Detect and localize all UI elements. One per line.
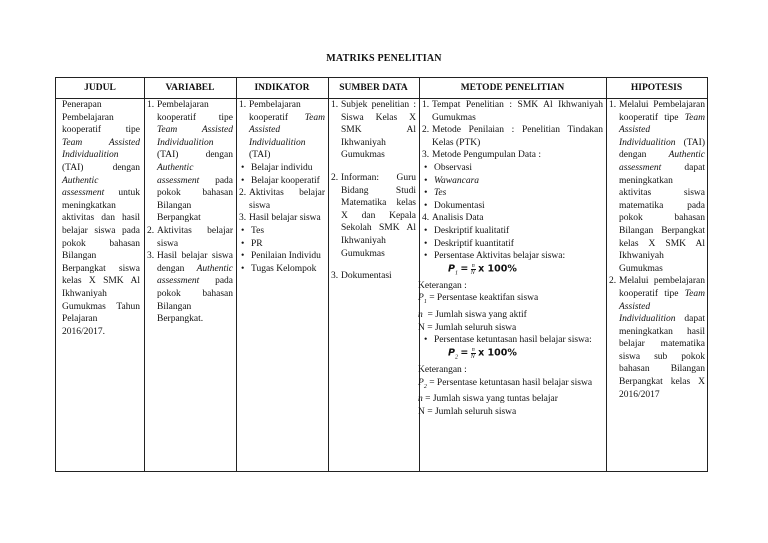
bullet-icon: • <box>424 225 428 236</box>
cell-judul <box>62 99 140 338</box>
bullet-item <box>422 250 603 263</box>
bullet-icon: • <box>241 238 245 249</box>
judul-text: untuk meningkatkan aktivitas dan hasil belajar siswa pada pokok bahasan Bilangan Berpangkat siswa kelas X SMK Al Ikhwaniyah Gumukmas Tahun Pelajaran 2016/2017. <box>62 188 140 337</box>
keterangan-text: = Jumlah siswa yang tuntas belajar <box>425 394 558 404</box>
item-number: 1. <box>422 100 430 110</box>
bullet-item <box>422 238 603 251</box>
keterangan-line <box>418 377 603 393</box>
cell-metode-penelitian <box>418 99 603 418</box>
item-text: pada pokok bahasan Bilangan Berpangkat <box>157 175 233 224</box>
item-text: Belajar individu <box>251 162 313 173</box>
bullet-item <box>239 238 325 251</box>
bullet-icon: • <box>424 251 428 262</box>
item-number: 3. <box>422 150 430 161</box>
cell-indikator <box>239 99 325 275</box>
keterangan-label: Keterangan : <box>418 364 467 375</box>
formula-fraction <box>471 263 476 276</box>
list-item <box>239 212 325 225</box>
header-judul: JUDUL <box>84 83 116 93</box>
item-text: Persentase Aktivitas belajar siswa: <box>434 251 566 262</box>
column-divider <box>144 78 145 471</box>
item-text: Analisis Data <box>432 213 484 224</box>
item-text: Hasil belajar siswa dengan <box>157 251 233 274</box>
keterangan-text: = Persentase ketuntasan hasil belajar siswa <box>429 377 593 388</box>
bullet-icon: • <box>241 175 245 186</box>
fraction-denominator: N <box>470 269 475 276</box>
item-number: 2. <box>331 172 339 183</box>
keterangan-text: = Jumlah seluruh siswa <box>427 406 517 417</box>
item-text: Team Assisted Individualition <box>619 112 705 148</box>
bullet-item <box>239 263 325 276</box>
bullet-item <box>422 175 603 188</box>
item-number: 2. <box>422 125 430 136</box>
list-item <box>609 99 705 275</box>
formula-rhs: x 100% <box>478 263 517 275</box>
judul-assessment: Authentic assessment <box>62 175 105 199</box>
column-divider <box>606 78 607 471</box>
fraction-numerator: n <box>471 262 475 269</box>
list-item <box>422 124 603 149</box>
formula-rhs: x 100% <box>478 347 517 359</box>
item-text: Pembelajaran kooperatif tipe <box>157 100 233 123</box>
item-number: 3. <box>239 213 247 224</box>
bullet-item <box>422 334 603 347</box>
item-text: Authentic assessment <box>157 263 233 287</box>
item-text: Tes <box>251 225 265 236</box>
fraction-numerator: n <box>471 346 475 353</box>
list-item <box>147 250 233 326</box>
item-text: Team Assisted Individualition <box>619 288 705 325</box>
header-indikator: INDIKATOR <box>254 83 310 93</box>
item-text: Deskriptif kualitatif <box>434 225 510 236</box>
item-text: Deskriptif kuantitatif <box>434 238 514 249</box>
item-number: 4. <box>422 213 430 224</box>
formula-activity <box>422 263 603 280</box>
keterangan-symbol: N <box>418 406 425 417</box>
list-item <box>239 187 325 212</box>
item-text: Informan: Guru Bidang Studi Matematika kelas X dan Kepala Sekolah SMK Al Ikhwaniyah Gumukmas <box>341 172 416 259</box>
cell-variabel <box>147 99 233 326</box>
keterangan-symbol: N <box>418 322 425 333</box>
list-item <box>422 212 603 225</box>
bullet-item <box>422 162 603 175</box>
item-text: (TAI) dengan <box>619 137 705 161</box>
keterangan-symbol: n <box>418 394 423 404</box>
formula-fraction <box>471 347 476 360</box>
item-text: Dokumentasi <box>434 200 485 211</box>
cell-sumber-data <box>331 99 416 283</box>
column-divider <box>328 78 329 471</box>
item-text: Melalui pembelajaran kooperatif tipe <box>619 276 705 299</box>
list-item <box>147 225 233 250</box>
keterangan-line <box>418 322 603 335</box>
item-number: 1. <box>609 100 617 110</box>
formula-symbol: P <box>448 347 455 359</box>
bullet-icon: • <box>424 188 428 199</box>
list-item <box>147 99 233 225</box>
keterangan-symbol: P <box>418 293 424 304</box>
item-text: PR <box>251 238 263 249</box>
bullet-item <box>422 225 603 238</box>
item-number: 1. <box>239 100 247 110</box>
list-item <box>331 99 416 162</box>
keterangan-symbol: P <box>418 377 424 388</box>
keterangan-symbol: n <box>418 309 423 320</box>
item-text: Persentase ketuntasan hasil belajar siswa: <box>434 335 592 346</box>
research-matrix-table <box>55 77 708 472</box>
item-text: (TAI) <box>249 150 271 161</box>
item-text: pada pokok bahasan Bilangan Berpangkat. <box>157 276 233 325</box>
formula-equals: = <box>460 263 469 275</box>
item-text: Tes <box>434 188 447 199</box>
item-number: 3. <box>331 271 339 282</box>
cell-hipotesis <box>609 99 705 401</box>
item-number: 2. <box>609 276 617 287</box>
item-text: Authentic assessment <box>157 162 200 186</box>
bullet-icon: • <box>241 225 245 236</box>
formula-subscript: 1 <box>454 270 458 277</box>
bullet-item <box>422 200 603 213</box>
list-item <box>422 99 603 124</box>
keterangan-line <box>418 309 603 322</box>
bullet-item <box>239 162 325 175</box>
item-number: 1. <box>331 100 339 110</box>
keterangan-label: Keterangan : <box>418 280 467 291</box>
formula-subscript: 2 <box>454 354 458 361</box>
header-sumber-data: SUMBER DATA <box>339 83 408 93</box>
item-text: Aktivitas belajar siswa <box>157 225 233 249</box>
keterangan-text: = Persentase keaktifan siswa <box>429 293 539 304</box>
bullet-item <box>239 250 325 263</box>
item-number: 1. <box>147 100 155 110</box>
list-item <box>331 172 416 260</box>
bullet-icon: • <box>241 162 245 173</box>
item-text: Subjek penelitian : Siswa Kelas X SMK Al Ikhwaniyah Gumukmas <box>341 100 416 161</box>
item-text: Team Assisted Individualition <box>249 112 325 148</box>
keterangan-line <box>418 393 603 406</box>
bullet-item <box>239 175 325 188</box>
item-text: Metode Pengumpulan Data : <box>432 150 541 161</box>
header-variabel: VARIABEL <box>165 83 215 93</box>
bullet-icon: • <box>424 335 428 346</box>
item-text: Pembelajaran kooperatif <box>249 100 301 123</box>
item-number: 2. <box>239 188 247 199</box>
keterangan-subscript: 1 <box>423 299 427 306</box>
item-text: Dokumentasi <box>341 271 392 282</box>
list-item <box>331 270 416 283</box>
item-text: dapat meningkatkan hasil belajar matematika siswa sub pokok bahasan Bilangan Berpangkat kelas X 2016/2017 <box>619 314 705 400</box>
list-item <box>239 99 325 162</box>
bullet-icon: • <box>424 200 428 211</box>
bullet-icon: • <box>241 263 245 274</box>
item-number: 2. <box>147 225 155 236</box>
bullet-item <box>239 225 325 238</box>
judul-text: (TAI) dengan <box>62 162 140 173</box>
item-text: Penilaian Individu <box>251 251 321 262</box>
keterangan-subscript: 2 <box>423 383 427 390</box>
item-text: dapat meningkatkan aktivitas siswa matematika pada pokok bahasan Bilangan Berpangkat kelas X SMK Al Ikhwaniyah Gumukmas <box>619 162 705 274</box>
formula-equals: = <box>460 347 469 359</box>
column-divider <box>236 78 237 471</box>
item-text: Melalui Pembelajaran kooperatif tipe <box>619 100 705 123</box>
formula-symbol: P <box>448 263 455 275</box>
page-title: MATRIKS PENELITIAN <box>326 53 442 64</box>
bullet-icon: • <box>424 238 428 249</box>
item-text: Metode Penilaian : Penelitian Tindakan Kelas (PTK) <box>432 125 603 148</box>
item-text: (TAI) dengan <box>157 150 233 161</box>
list-item <box>609 275 705 401</box>
keterangan-text: = Jumlah siswa yang aktif <box>427 309 527 320</box>
keterangan-text: = Jumlah seluruh siswa <box>427 322 517 333</box>
item-text: Team Assisted Individualition <box>157 125 233 148</box>
item-text: Hasil belajar siswa <box>249 213 321 224</box>
bullet-item <box>422 187 603 200</box>
bullet-icon: • <box>424 175 428 186</box>
header-metode-penelitian: METODE PENELITIAN <box>460 83 565 93</box>
item-text: Authentic assessment <box>619 150 705 173</box>
item-text: Wawancara <box>434 175 480 186</box>
bullet-icon: • <box>241 251 245 262</box>
fraction-denominator: N <box>470 353 475 360</box>
keterangan-line <box>418 292 603 308</box>
list-item <box>422 149 603 162</box>
judul-model: Team Assisted Individualition <box>62 137 140 161</box>
formula-mastery <box>422 347 603 364</box>
item-text: Tempat Penelitian : SMK Al Ikhwaniyah Gumukmas <box>432 100 603 123</box>
item-text: Observasi <box>434 162 472 173</box>
keterangan-line <box>418 406 603 419</box>
bullet-icon: • <box>424 162 428 173</box>
header-hipotesis: HIPOTESIS <box>630 83 683 93</box>
item-number: 3. <box>147 251 155 262</box>
item-text: Tugas Kelompok <box>251 263 317 274</box>
judul-text: Penerapan Pembelajaran kooperatif tipe <box>62 100 140 136</box>
item-text: Belajar kooperatif <box>251 175 320 186</box>
item-text: Aktivitas belajar siswa <box>249 188 325 211</box>
